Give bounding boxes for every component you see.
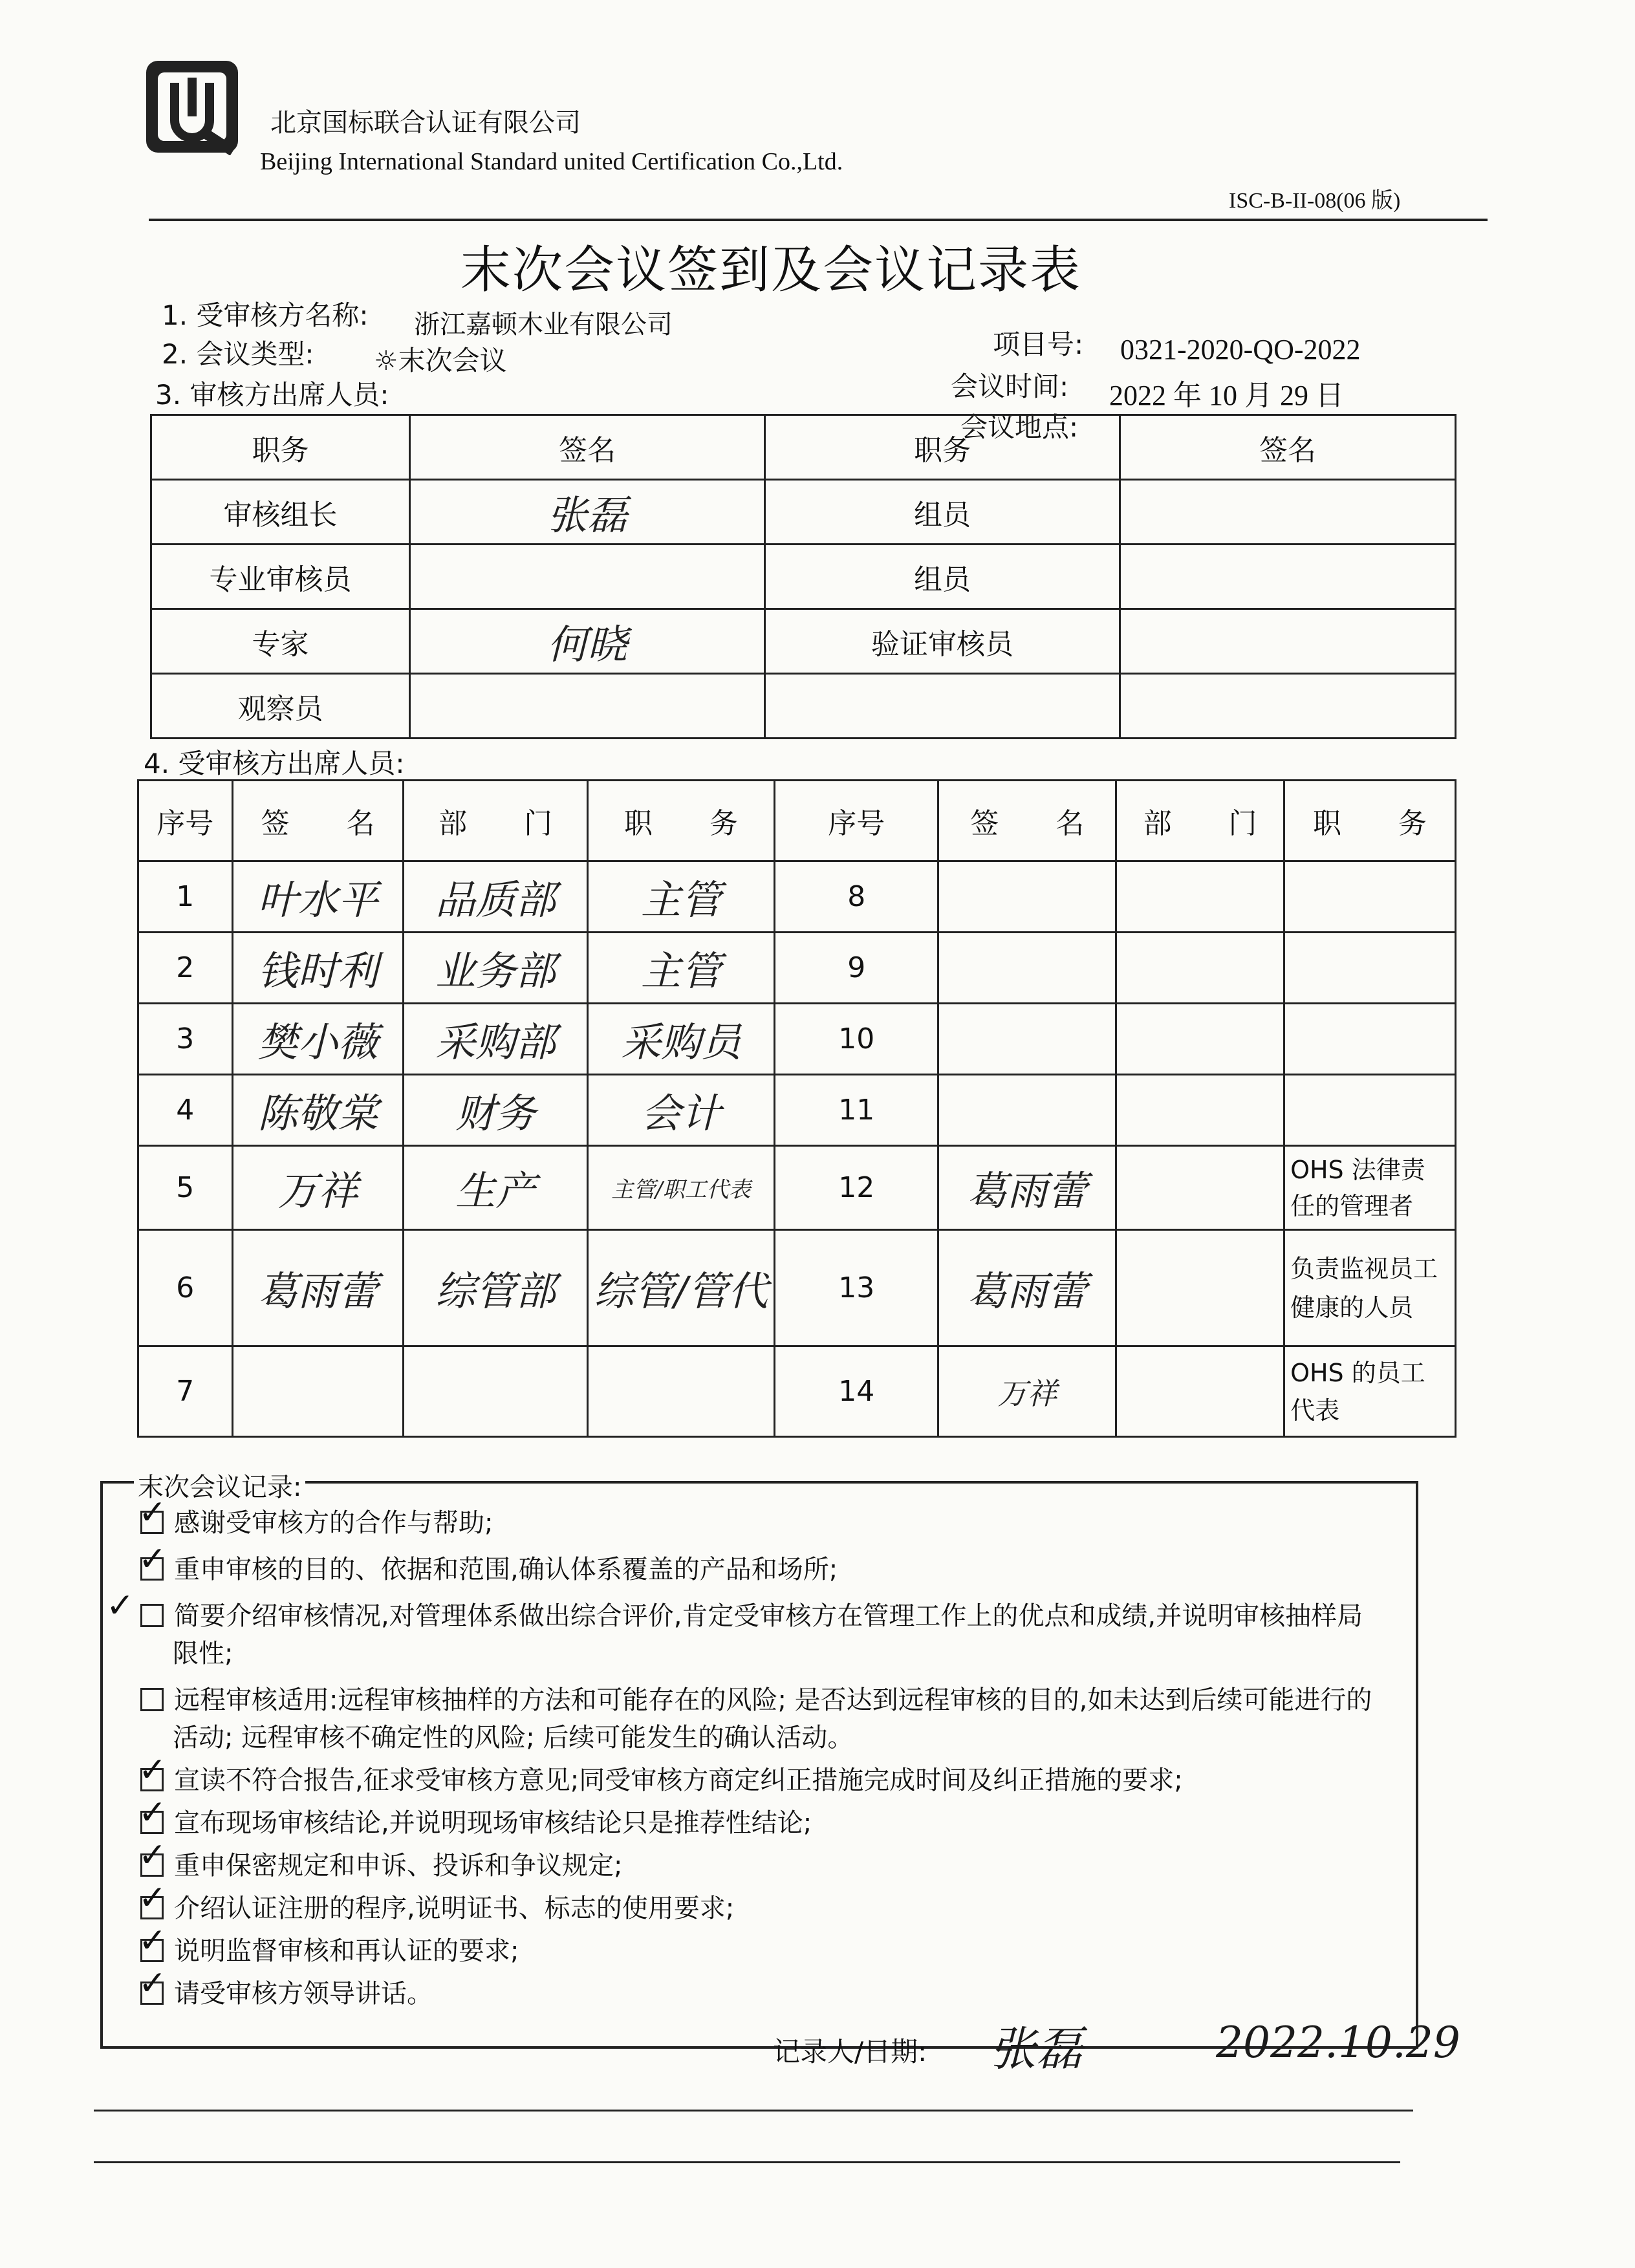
- signature-cell: 叶水平: [232, 861, 404, 933]
- checkbox[interactable]: [140, 1557, 164, 1581]
- note-text: 重申保密规定和申诉、投诉和争议规定;: [174, 1851, 623, 1881]
- header-sign-right: 签名: [1120, 415, 1455, 480]
- header-sign: 签 名: [938, 781, 1116, 861]
- footer-divider: [94, 2110, 1413, 2111]
- signature-cell: [938, 933, 1116, 1004]
- checkbox[interactable]: [140, 1896, 164, 1919]
- note-item: [140, 1804, 1389, 1842]
- checkbox[interactable]: [140, 1811, 164, 1834]
- signature-cell: [938, 1075, 1116, 1146]
- header-position: 职 务: [587, 781, 774, 861]
- table-row: [138, 861, 1456, 933]
- signature-cell: 葛雨蕾: [938, 1230, 1116, 1346]
- signature-cell: 张磊: [410, 480, 765, 545]
- header-sign: 签 名: [232, 781, 404, 861]
- checkbox[interactable]: [140, 1768, 164, 1791]
- position-cell: [1284, 1004, 1456, 1075]
- table-row: [138, 1075, 1456, 1146]
- role-cell: 验证审核员: [765, 609, 1120, 674]
- table-row: [138, 1230, 1456, 1346]
- signature-cell: 何晓: [410, 609, 765, 674]
- meeting-type-label: 2. 会议类型:: [162, 338, 314, 370]
- note-item: [140, 1975, 1389, 2013]
- note-text: 远程审核适用:远程审核抽样的方法和可能存在的风险; 是否达到远程审核的目的,如未达到后续可能进行的活动; 远程审核不确定性的风险; 后续可能发生的确认活动。: [173, 1685, 1372, 1753]
- meeting-type-value: ☼末次会议: [374, 345, 507, 376]
- dept-cell: 品质部: [404, 861, 587, 933]
- position-cell: 主管/职工代表: [587, 1146, 774, 1230]
- audit-team-table: [150, 414, 1456, 739]
- recorder-signature: 张磊: [990, 2022, 1083, 2076]
- row-no: 11: [775, 1075, 938, 1146]
- auditee-attendees-table: [137, 779, 1456, 1438]
- checkbox[interactable]: [140, 1939, 164, 1962]
- note-text: 宣读不符合报告,征求受审核方意见;同受审核方商定纠正措施完成时间及纠正措施的要求;: [174, 1766, 1183, 1795]
- signature-cell: 万祥: [232, 1146, 404, 1230]
- header-sign-left: 签名: [410, 415, 765, 480]
- recorder-date: 2022.10.29: [1216, 2018, 1460, 2068]
- company-name-cn: 北京国标联合认证有限公司: [270, 108, 581, 138]
- meeting-time-label: 会议时间:: [951, 371, 1069, 402]
- position-cell: 主管: [587, 861, 774, 933]
- dept-cell: [1116, 1004, 1284, 1075]
- table-row: [138, 1346, 1456, 1437]
- checkbox[interactable]: [140, 1853, 164, 1877]
- company-logo: [144, 58, 241, 155]
- row-no: 6: [138, 1230, 233, 1346]
- row-no: 13: [775, 1230, 938, 1346]
- dept-cell: [1116, 1146, 1284, 1230]
- notes-list: [140, 1504, 1389, 2013]
- position-cell: 综管/管代: [587, 1230, 774, 1346]
- dept-cell: [1116, 933, 1284, 1004]
- note-text: 感谢受审核方的合作与帮助;: [174, 1508, 493, 1538]
- dept-cell: 生产: [404, 1146, 587, 1230]
- dept-cell: 采购部: [404, 1004, 587, 1075]
- note-text: 请受审核方领导讲话。: [174, 1979, 433, 2009]
- role-cell: 审核组长: [151, 480, 410, 545]
- row-no: 5: [138, 1146, 233, 1230]
- table-row: [138, 1146, 1456, 1230]
- signature-cell: [232, 1346, 404, 1437]
- page-title: 末次会议签到及会议记录表: [460, 241, 1082, 299]
- position-cell: [1284, 1075, 1456, 1146]
- auditee-name-label: 1. 受审核方名称:: [162, 299, 369, 331]
- row-no: 12: [775, 1146, 938, 1230]
- role-cell: 观察员: [151, 674, 410, 739]
- auditee-attendees-label: 4. 受审核方出席人员:: [144, 748, 405, 779]
- note-item: [140, 1847, 1389, 1885]
- checkbox[interactable]: [140, 1982, 164, 2005]
- checkbox[interactable]: [140, 1688, 164, 1711]
- signature-cell: [1120, 480, 1455, 545]
- note-item: [140, 1932, 1389, 1970]
- note-text: 说明监督审核和再认证的要求;: [174, 1936, 519, 1966]
- row-no: 14: [775, 1346, 938, 1437]
- signature-cell: [410, 545, 765, 609]
- signature-cell: [938, 1004, 1116, 1075]
- header-dept: 部 门: [1116, 781, 1284, 861]
- signature-cell: 钱时利: [232, 933, 404, 1004]
- header-divider: [149, 219, 1488, 221]
- position-cell: [1284, 933, 1456, 1004]
- position-cell: [1284, 861, 1456, 933]
- table-row: [138, 933, 1456, 1004]
- position-cell: [587, 1346, 774, 1437]
- table-row: [138, 1004, 1456, 1075]
- note-item: [140, 1762, 1389, 1799]
- role-cell: 组员: [765, 480, 1120, 545]
- dept-cell: [404, 1346, 587, 1437]
- company-name-en: Beijing International Standard united Certification Co.,Ltd.: [260, 148, 843, 175]
- signature-cell: 陈敬棠: [232, 1075, 404, 1146]
- row-no: 7: [138, 1346, 233, 1437]
- signature-cell: 葛雨蕾: [938, 1146, 1116, 1230]
- note-item: [140, 1551, 1389, 1588]
- header-dept: 部 门: [404, 781, 587, 861]
- note-item: [140, 1504, 1389, 1542]
- note-item: [140, 1597, 1389, 1672]
- notes-title: 末次会议记录:: [134, 1467, 305, 1504]
- position-cell: 负责监视员工健康的人员: [1284, 1230, 1456, 1346]
- signature-cell: [1120, 609, 1455, 674]
- dept-cell: [1116, 1075, 1284, 1146]
- row-no: 9: [775, 933, 938, 1004]
- position-cell: OHS 的员工代表: [1284, 1346, 1456, 1437]
- row-no: 1: [138, 861, 233, 933]
- header-role-right: 职务: [765, 415, 1120, 480]
- row-no: 3: [138, 1004, 233, 1075]
- role-cell: 专家: [151, 609, 410, 674]
- header-position: 职 务: [1284, 781, 1456, 861]
- meeting-notes-box: [100, 1473, 1418, 2049]
- auditee-name-value: 浙江嘉顿木业有限公司: [414, 310, 673, 340]
- signature-cell: 万祥: [938, 1346, 1116, 1437]
- dept-cell: 业务部: [404, 933, 587, 1004]
- role-cell: 组员: [765, 545, 1120, 609]
- checkbox[interactable]: [140, 1604, 164, 1627]
- header-role-left: 职务: [151, 415, 410, 480]
- dept-cell: [1116, 1346, 1284, 1437]
- signature-cell: [1120, 545, 1455, 609]
- position-cell: 采购员: [587, 1004, 774, 1075]
- project-no-value: 0321-2020-QO-2022: [1120, 334, 1361, 365]
- checkbox[interactable]: [140, 1511, 164, 1534]
- audit-attendees-label: 3. 审核方出席人员:: [155, 379, 389, 411]
- role-cell: 专业审核员: [151, 545, 410, 609]
- position-cell: 会计: [587, 1075, 774, 1146]
- meeting-place-label: 会议地点:: [960, 411, 1079, 443]
- dept-cell: 财务: [404, 1075, 587, 1146]
- note-item: [140, 1681, 1389, 1756]
- meeting-time-value: 2022 年 10 月 29 日: [1109, 380, 1344, 411]
- project-no-label: 项目号:: [993, 329, 1084, 360]
- row-no: 8: [775, 861, 938, 933]
- row-no: 10: [775, 1004, 938, 1075]
- signature-cell: [1120, 674, 1455, 739]
- signature-cell: [410, 674, 765, 739]
- row-no: 2: [138, 933, 233, 1004]
- note-text: 简要介绍审核情况,对管理体系做出综合评价,肯定受审核方在管理工作上的优点和成绩,并说明审核抽样局限性;: [173, 1601, 1363, 1669]
- note-text: 重申审核的目的、依据和范围,确认体系覆盖的产品和场所;: [174, 1555, 838, 1584]
- note-text: 宣布现场审核结论,并说明现场审核结论只是推荐性结论;: [174, 1808, 812, 1838]
- position-cell: OHS 法律责任的管理者: [1284, 1146, 1456, 1230]
- row-no: 4: [138, 1075, 233, 1146]
- signature-cell: 葛雨蕾: [232, 1230, 404, 1346]
- note-item: [140, 1890, 1389, 1927]
- position-cell: 主管: [587, 933, 774, 1004]
- header-no: 序号: [775, 781, 938, 861]
- note-text: 介绍认证注册的程序,说明证书、标志的使用要求;: [174, 1894, 735, 1923]
- signature-cell: [938, 861, 1116, 933]
- dept-cell: 综管部: [404, 1230, 587, 1346]
- header-no: 序号: [138, 781, 233, 861]
- signature-cell: 樊小薇: [232, 1004, 404, 1075]
- recorder-label: 记录人/日期:: [773, 2036, 927, 2068]
- dept-cell: [1116, 861, 1284, 933]
- form-code: ISC-B-II-08(06 版): [1229, 189, 1401, 213]
- role-cell: [765, 674, 1120, 739]
- dept-cell: [1116, 1230, 1284, 1346]
- footer-divider-lower: [94, 2161, 1400, 2163]
